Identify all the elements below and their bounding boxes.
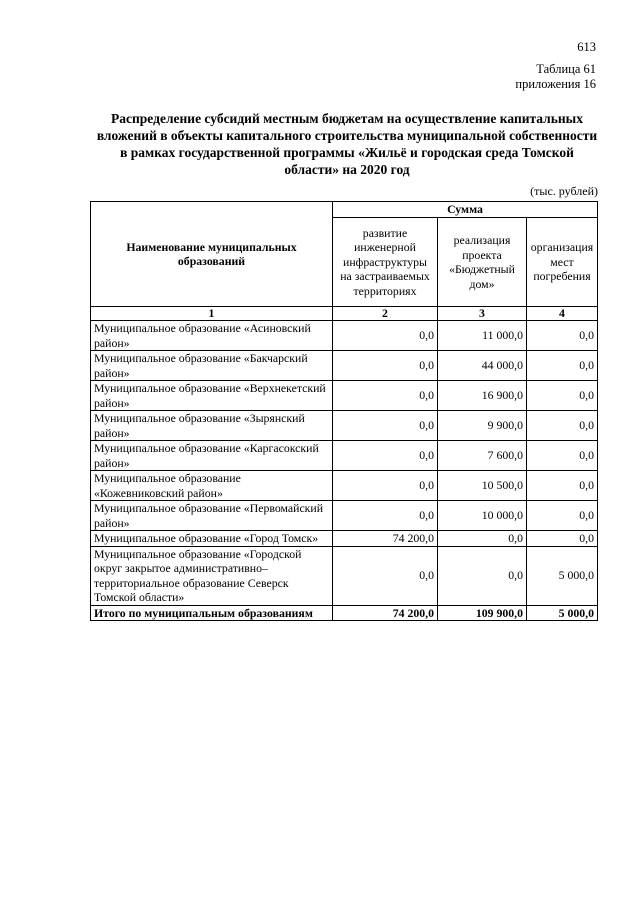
value-col-2: 0,0 — [333, 381, 438, 411]
value-col-2: 0,0 — [333, 351, 438, 381]
table-ref-line1: Таблица 61 — [536, 62, 596, 76]
total-row — [91, 605, 598, 621]
total-col-2: 74 200,0 — [333, 605, 438, 621]
value-col-4: 0,0 — [527, 441, 598, 471]
table-row — [91, 441, 598, 471]
units-label: (тыс. рублей) — [530, 184, 598, 198]
value-col-2: 0,0 — [333, 501, 438, 531]
value-col-4: 5 000,0 — [527, 546, 598, 605]
value-col-3: 0,0 — [438, 546, 527, 605]
value-col-3: 11 000,0 — [438, 321, 527, 351]
table-body — [91, 321, 598, 606]
municipality-name: Муниципальное образование «Кожевниковский район» — [91, 471, 333, 501]
value-col-4: 0,0 — [527, 411, 598, 441]
col-number-4: 4 — [527, 307, 598, 321]
value-col-2: 74 200,0 — [333, 531, 438, 547]
value-col-2: 0,0 — [333, 321, 438, 351]
value-col-3: 16 900,0 — [438, 381, 527, 411]
value-col-2: 0,0 — [333, 411, 438, 441]
header-col-4: организация мест погребения — [527, 218, 598, 307]
page-number: 613 — [577, 40, 596, 54]
value-col-3: 0,0 — [438, 531, 527, 547]
document-title: Распределение субсидий местным бюджетам на осуществление капитальных вложений в объекты капитального строительства муниципальной собственности в рамках государственной программы «Жильё и городская среда Томской области» на 2020 год — [96, 111, 598, 177]
table-row — [91, 351, 598, 381]
value-col-4: 0,0 — [527, 351, 598, 381]
value-col-2: 0,0 — [333, 471, 438, 501]
total-col-3: 109 900,0 — [438, 605, 527, 621]
value-col-3: 9 900,0 — [438, 411, 527, 441]
table-row — [91, 501, 598, 531]
value-col-4: 0,0 — [527, 531, 598, 547]
value-col-3: 7 600,0 — [438, 441, 527, 471]
col-number-2: 2 — [333, 307, 438, 321]
value-col-2: 0,0 — [333, 441, 438, 471]
municipality-name: Муниципальное образование «Каргасокский район» — [91, 441, 333, 471]
header-sum: Сумма — [333, 202, 598, 218]
table-row — [91, 411, 598, 441]
table-row — [91, 531, 598, 547]
table-row — [91, 381, 598, 411]
municipality-name: Муниципальное образование «Верхнекетский район» — [91, 381, 333, 411]
value-col-3: 10 500,0 — [438, 471, 527, 501]
value-col-4: 0,0 — [527, 321, 598, 351]
table-ref-line2: приложения 16 — [515, 77, 596, 91]
col-number-1: 1 — [91, 307, 333, 321]
municipality-name: Муниципальное образование «Город Томск» — [91, 531, 333, 547]
table-row — [91, 546, 598, 605]
table-reference — [515, 62, 596, 92]
subsidy-table — [90, 201, 598, 621]
municipality-name: Муниципальное образование «Асиновский район» — [91, 321, 333, 351]
municipality-name: Муниципальное образование «Городской округ закрытое административно–территориальное образование Северск Томской области» — [91, 546, 333, 605]
municipality-name: Муниципальное образование «Бакчарский район» — [91, 351, 333, 381]
table-row — [91, 471, 598, 501]
value-col-4: 0,0 — [527, 471, 598, 501]
value-col-3: 44 000,0 — [438, 351, 527, 381]
header-name: Наименование муниципальных образований — [91, 202, 333, 307]
value-col-3: 10 000,0 — [438, 501, 527, 531]
municipality-name: Муниципальное образование «Зырянский район» — [91, 411, 333, 441]
header-col-2: развитие инженерной инфраструктуры на застраиваемых территориях — [333, 218, 438, 307]
value-col-2: 0,0 — [333, 546, 438, 605]
header-col-3: реализация проекта «Бюджетный дом» — [438, 218, 527, 307]
value-col-4: 0,0 — [527, 501, 598, 531]
total-label: Итого по муниципальным образованиям — [91, 605, 333, 621]
col-number-3: 3 — [438, 307, 527, 321]
value-col-4: 0,0 — [527, 381, 598, 411]
table-row — [91, 321, 598, 351]
total-col-4: 5 000,0 — [527, 605, 598, 621]
municipality-name: Муниципальное образование «Первомайский район» — [91, 501, 333, 531]
